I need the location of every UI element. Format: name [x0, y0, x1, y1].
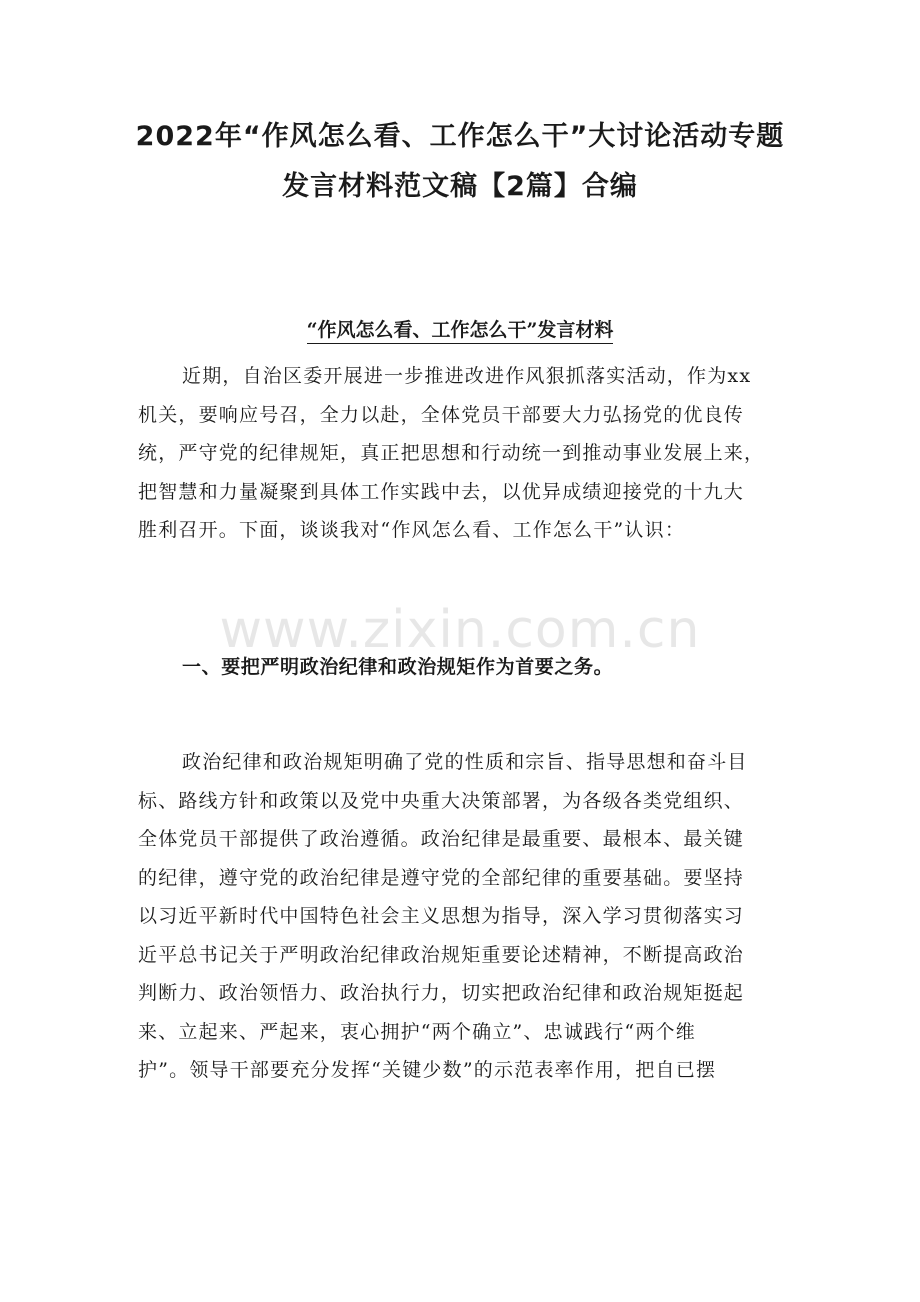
- paragraph-2-line: 近平总书记关于严明政治纪律政治规矩重要论述精神，不断提高政治: [138, 943, 745, 966]
- paragraph-2-line: 标、路线方针和政策以及党中央重大决策部署，为各级各类党组织、: [138, 789, 745, 812]
- paragraph-1-line: 统，严守党的纪律规矩，真正把思想和行动统一到推动事业发展上来，: [138, 442, 765, 464]
- document-title-line-2: 发言材料范文稿【2篇】合编: [282, 171, 638, 202]
- paragraph-2-line: 政治纪律和政治规矩明确了党的性质和宗旨、指导思想和奋斗目: [182, 751, 748, 773]
- paragraph-2-line: 的纪律，遵守党的政治纪律是遵守党的全部纪律的重要基础。要坚持: [138, 866, 745, 889]
- paragraph-2: [138, 743, 798, 1090]
- watermark: www.zixin.com.cn: [219, 600, 701, 660]
- paragraph-1-line: 把智慧和力量凝聚到具体工作实践中去，以优异成绩迎接党的十九大: [138, 480, 745, 503]
- section-title: [0, 316, 920, 344]
- section-title-text: “作风怎么看、工作怎么干”发言材料: [307, 319, 614, 344]
- heading-1: 一、要把严明政治纪律和政治规矩作为首要之务。: [182, 656, 614, 678]
- paragraph-2-line: 护”。领导干部要充分发挥“关键少数”的示范表率作用，把自已摆: [138, 1059, 717, 1081]
- paragraph-1-line: 胜利召开。下面，谈谈我对“作风怎么看、工作怎么干”认识：: [138, 519, 686, 541]
- paragraph-1-line: 机关，要响应号召，全力以赴，全体党员干部要大力弘扬党的优良传: [138, 403, 745, 426]
- document-title: [80, 112, 840, 212]
- document-title-line-1: 2022年“作风怎么看、工作怎么干”大讨论活动专题: [135, 121, 785, 152]
- paragraph-1-line: 近期，自治区委开展进一步推进改进作风狠抓落实活动，作为xx: [182, 365, 752, 387]
- paragraph-1: [138, 357, 798, 550]
- paragraph-2-line: 以习近平新时代中国特色社会主义思想为指导，深入学习贯彻落实习: [138, 905, 745, 927]
- paragraph-2-line: 全体党员干部提供了政治遵循。政治纪律是最重要、最根本、最关键: [138, 828, 745, 850]
- paragraph-2-line: 判断力、政治领悟力、政治执行力，切实把政治纪律和政治规矩挺起: [138, 982, 745, 1004]
- paragraph-2-line: 来、立起来、严起来，衷心拥护“两个确立”、忠诚践行“两个维: [138, 1020, 696, 1043]
